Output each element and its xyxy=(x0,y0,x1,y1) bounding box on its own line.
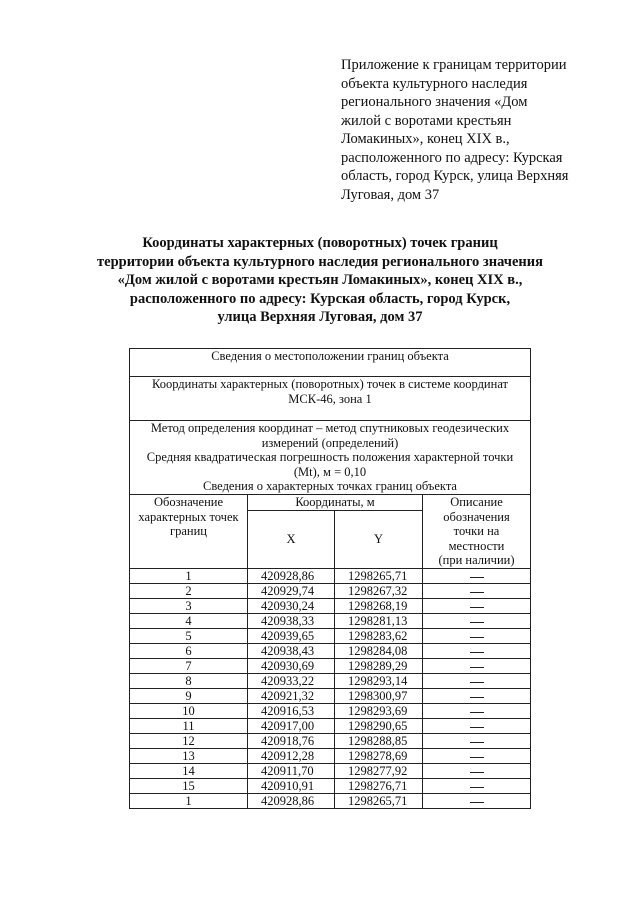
section-location: Сведения о местоположении границ объекта xyxy=(130,349,531,377)
point-x: 420930,69 xyxy=(248,658,335,673)
header-description-line: местности xyxy=(448,538,505,553)
appendix-note xyxy=(341,56,581,204)
empty-dash xyxy=(470,772,484,773)
section-system-row xyxy=(130,377,531,421)
empty-dash xyxy=(470,682,484,683)
point-number: 1 xyxy=(130,568,248,583)
point-y: 1298281,13 xyxy=(335,613,423,628)
table-row xyxy=(130,733,531,748)
section-system-line: МСК-46, зона 1 xyxy=(288,391,372,406)
point-x: 420911,70 xyxy=(248,763,335,778)
empty-dash xyxy=(470,592,484,593)
point-y: 1298290,65 xyxy=(335,718,423,733)
point-x: 420938,33 xyxy=(248,613,335,628)
point-x: 420933,22 xyxy=(248,673,335,688)
table-row xyxy=(130,793,531,808)
empty-dash xyxy=(470,622,484,623)
empty-dash xyxy=(470,577,484,578)
point-x: 420928,86 xyxy=(248,568,335,583)
point-number: 5 xyxy=(130,628,248,643)
point-number: 14 xyxy=(130,763,248,778)
empty-dash xyxy=(470,727,484,728)
point-y: 1298300,97 xyxy=(335,688,423,703)
point-description xyxy=(423,643,531,658)
header-description-line: Описание xyxy=(450,494,503,509)
document-title xyxy=(70,234,570,327)
point-y: 1298277,92 xyxy=(335,763,423,778)
table-row xyxy=(130,703,531,718)
header-coordinates: Координаты, м xyxy=(248,494,423,510)
point-y: 1298289,29 xyxy=(335,658,423,673)
point-description xyxy=(423,718,531,733)
point-description xyxy=(423,628,531,643)
point-number: 12 xyxy=(130,733,248,748)
appendix-line: жилой с воротами крестьян xyxy=(341,112,512,129)
point-description xyxy=(423,763,531,778)
point-y: 1298288,85 xyxy=(335,733,423,748)
point-number: 7 xyxy=(130,658,248,673)
point-number: 1 xyxy=(130,793,248,808)
table-row xyxy=(130,688,531,703)
point-x: 420939,65 xyxy=(248,628,335,643)
point-y: 1298268,19 xyxy=(335,598,423,613)
section-system-line: Координаты характерных (поворотных) точек в системе координат xyxy=(151,377,509,391)
section-method-row xyxy=(130,421,531,495)
appendix-line: регионального значения «Дом xyxy=(341,94,528,110)
point-x: 420917,00 xyxy=(248,718,335,733)
point-y: 1298276,71 xyxy=(335,778,423,793)
appendix-line: Приложение к границам территории xyxy=(341,57,567,73)
section-method-line: измерений (определений) xyxy=(261,435,399,450)
section-method-line: Метод определения координат – метод спутниковых геодезических xyxy=(150,421,510,435)
point-x: 420929,74 xyxy=(248,583,335,598)
point-description xyxy=(423,793,531,808)
empty-dash xyxy=(470,652,484,653)
empty-dash xyxy=(470,697,484,698)
appendix-line: Луговая, дом 37 xyxy=(341,186,440,203)
point-x: 420930,24 xyxy=(248,598,335,613)
title-line: территории объекта культурного наследия регионального значения xyxy=(97,253,543,270)
coordinates-table xyxy=(129,348,531,809)
table-row xyxy=(130,568,531,583)
header-x: X xyxy=(248,510,335,568)
point-x: 420912,28 xyxy=(248,748,335,763)
appendix-line: область, город Курск, улица Верхняя xyxy=(341,168,569,184)
point-description xyxy=(423,733,531,748)
appendix-line: Ломакиных», конец XIX в., xyxy=(341,131,510,147)
point-y: 1298283,62 xyxy=(335,628,423,643)
point-description xyxy=(423,673,531,688)
header-designation-line: границ xyxy=(170,524,207,539)
point-y: 1298284,08 xyxy=(335,643,423,658)
point-x: 420928,86 xyxy=(248,793,335,808)
header-row xyxy=(130,494,531,510)
title-line: Координаты характерных (поворотных) точек границ xyxy=(142,235,498,251)
empty-dash xyxy=(470,607,484,608)
table-row xyxy=(130,628,531,643)
table-row xyxy=(130,748,531,763)
header-y: Y xyxy=(335,510,423,568)
point-number: 2 xyxy=(130,583,248,598)
point-y: 1298265,71 xyxy=(335,568,423,583)
point-number: 13 xyxy=(130,748,248,763)
empty-dash xyxy=(470,802,484,803)
point-x: 420910,91 xyxy=(248,778,335,793)
empty-dash xyxy=(470,712,484,713)
table-row xyxy=(130,718,531,733)
point-number: 11 xyxy=(130,718,248,733)
point-x: 420918,76 xyxy=(248,733,335,748)
section-method-line: (Mt), м = 0,10 xyxy=(293,464,367,479)
empty-dash xyxy=(470,667,484,668)
empty-dash xyxy=(470,757,484,758)
title-line: «Дом жилой с воротами крестьян Ломакиных», конец XIX в., xyxy=(117,272,523,289)
point-description xyxy=(423,748,531,763)
header-designation xyxy=(130,494,248,568)
points-body xyxy=(130,568,531,808)
header-description-line: (при наличии) xyxy=(438,553,515,568)
point-number: 3 xyxy=(130,598,248,613)
section-location-row xyxy=(130,349,531,377)
empty-dash xyxy=(470,787,484,788)
point-number: 15 xyxy=(130,778,248,793)
point-y: 1298293,69 xyxy=(335,703,423,718)
section-coordinate-system xyxy=(130,377,531,421)
title-line: расположенного по адресу: Курская область, город Курск, xyxy=(129,290,511,307)
table-row xyxy=(130,598,531,613)
point-y: 1298278,69 xyxy=(335,748,423,763)
appendix-line: объекта культурного наследия xyxy=(341,75,528,92)
point-description xyxy=(423,703,531,718)
point-description xyxy=(423,568,531,583)
point-number: 8 xyxy=(130,673,248,688)
header-description-line: точки на xyxy=(453,524,500,539)
empty-dash xyxy=(470,742,484,743)
empty-dash xyxy=(470,637,484,638)
section-method xyxy=(130,421,531,495)
table-row xyxy=(130,778,531,793)
header-description xyxy=(423,494,531,568)
title-line: улица Верхняя Луговая, дом 37 xyxy=(217,309,423,326)
point-x: 420916,53 xyxy=(248,703,335,718)
point-number: 10 xyxy=(130,703,248,718)
table-row xyxy=(130,613,531,628)
section-method-line: Сведения о характерных точках границ объекта xyxy=(203,479,457,494)
table-row xyxy=(130,658,531,673)
point-number: 4 xyxy=(130,613,248,628)
point-description xyxy=(423,658,531,673)
point-number: 6 xyxy=(130,643,248,658)
point-y: 1298265,71 xyxy=(335,793,423,808)
point-description xyxy=(423,598,531,613)
appendix-line: расположенного по адресу: Курская xyxy=(341,149,563,166)
point-description xyxy=(423,778,531,793)
point-y: 1298267,32 xyxy=(335,583,423,598)
table-row xyxy=(130,673,531,688)
point-description xyxy=(423,583,531,598)
section-method-line: Средняя квадратическая погрешность положения характерной точки xyxy=(146,450,514,465)
point-x: 420938,43 xyxy=(248,643,335,658)
point-description xyxy=(423,613,531,628)
point-number: 9 xyxy=(130,688,248,703)
point-x: 420921,32 xyxy=(248,688,335,703)
header-designation-line: Обозначение xyxy=(153,494,224,509)
point-y: 1298293,14 xyxy=(335,673,423,688)
table-row xyxy=(130,643,531,658)
point-description xyxy=(423,688,531,703)
table-row xyxy=(130,583,531,598)
table-row xyxy=(130,763,531,778)
header-designation-line: характерных точек xyxy=(138,509,239,524)
header-description-line: обозначения xyxy=(443,509,510,524)
